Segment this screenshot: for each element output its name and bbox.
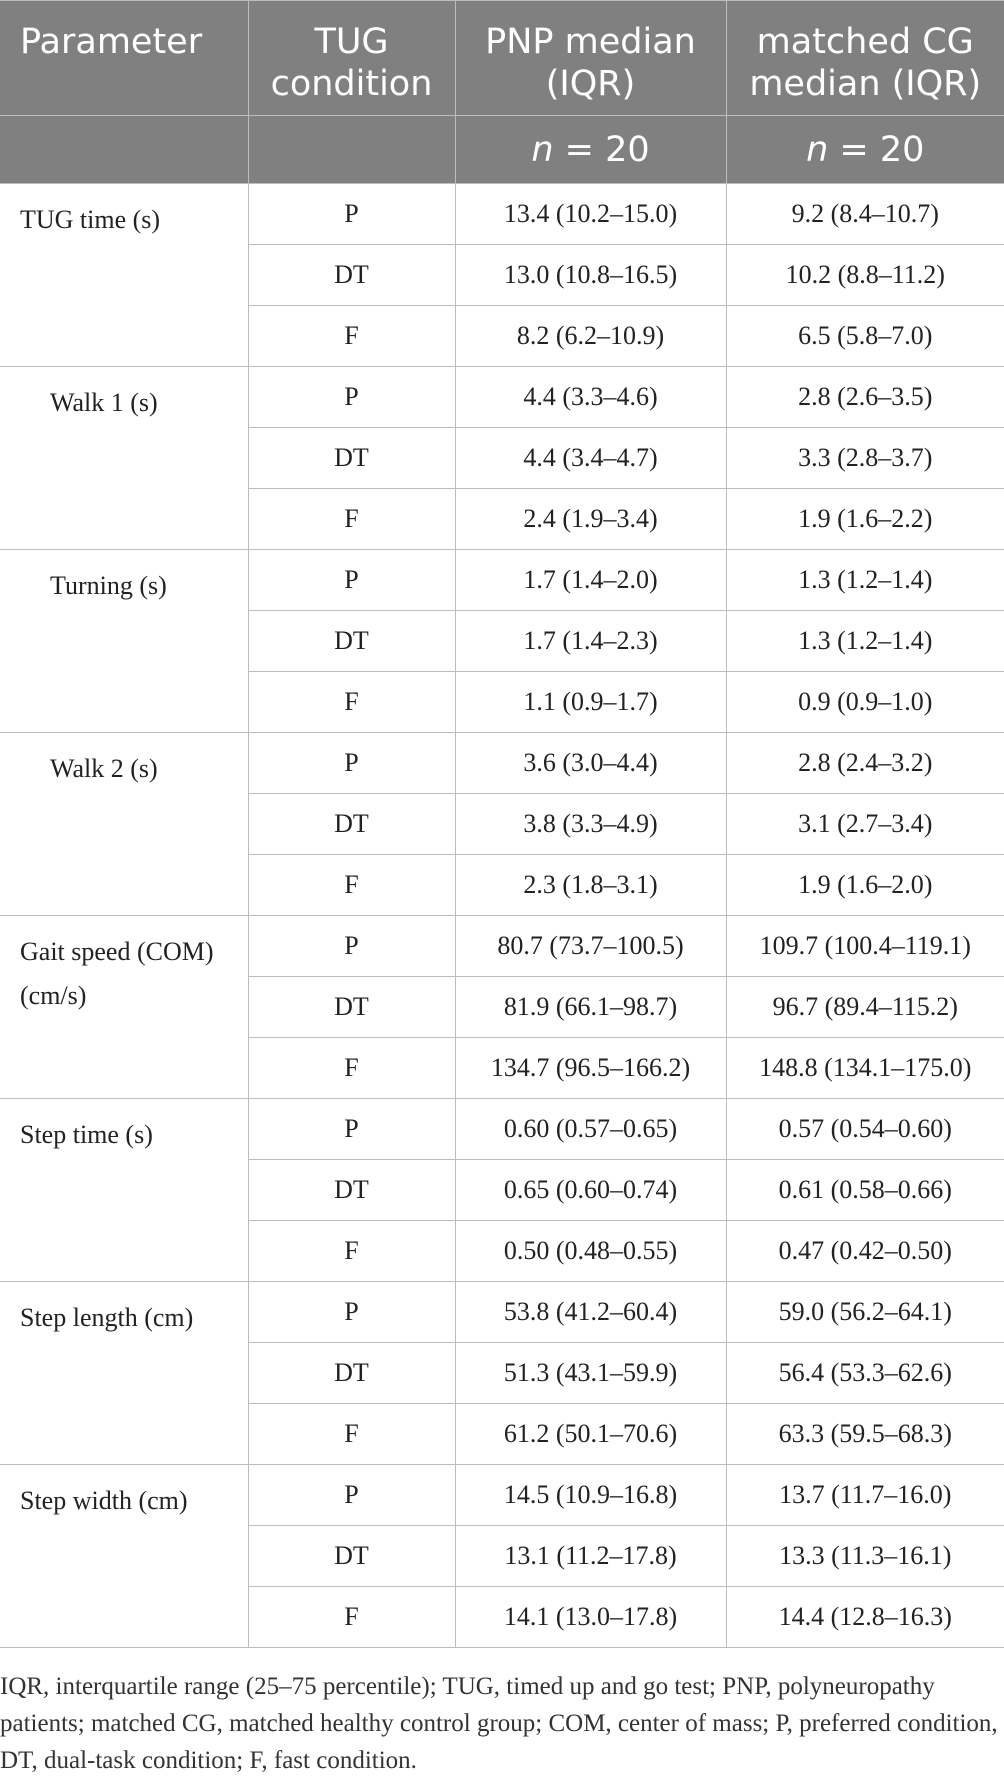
pnp-median-cell: 53.8 (41.2–60.4) bbox=[455, 1282, 726, 1343]
pnp-median-cell: 4.4 (3.3–4.6) bbox=[455, 367, 726, 428]
pnp-median-cell: 134.7 (96.5–166.2) bbox=[455, 1038, 726, 1099]
table-row bbox=[0, 1099, 1004, 1160]
cg-median-cell: 3.3 (2.8–3.7) bbox=[726, 428, 1004, 489]
header-n-cg bbox=[726, 116, 1004, 184]
table-row bbox=[0, 1465, 1004, 1526]
header-pnp-median: PNP median (IQR) bbox=[455, 1, 726, 116]
condition-cell: DT bbox=[248, 1160, 455, 1221]
cg-median-cell: 1.9 (1.6–2.0) bbox=[726, 855, 1004, 916]
pnp-median-cell: 2.4 (1.9–3.4) bbox=[455, 489, 726, 550]
pnp-median-cell: 1.7 (1.4–2.3) bbox=[455, 611, 726, 672]
parameter-cell: Walk 1 (s) bbox=[0, 367, 248, 550]
cg-median-cell: 0.61 (0.58–0.66) bbox=[726, 1160, 1004, 1221]
condition-cell: F bbox=[248, 855, 455, 916]
pnp-median-cell: 14.5 (10.9–16.8) bbox=[455, 1465, 726, 1526]
parameter-cell: TUG time (s) bbox=[0, 184, 248, 367]
condition-cell: DT bbox=[248, 1343, 455, 1404]
header-n-empty-1 bbox=[0, 116, 248, 184]
condition-cell: F bbox=[248, 1038, 455, 1099]
n-pnp-value: = 20 bbox=[553, 129, 650, 170]
cg-median-cell: 59.0 (56.2–64.1) bbox=[726, 1282, 1004, 1343]
pnp-median-cell: 81.9 (66.1–98.7) bbox=[455, 977, 726, 1038]
condition-cell: DT bbox=[248, 977, 455, 1038]
cg-median-cell: 0.57 (0.54–0.60) bbox=[726, 1099, 1004, 1160]
condition-cell: P bbox=[248, 550, 455, 611]
pnp-median-cell: 0.60 (0.57–0.65) bbox=[455, 1099, 726, 1160]
header-n-pnp bbox=[455, 116, 726, 184]
table-header bbox=[0, 1, 1004, 184]
parameter-cell: Gait speed (COM) (cm/s) bbox=[0, 916, 248, 1099]
pnp-median-cell: 61.2 (50.1–70.6) bbox=[455, 1404, 726, 1465]
condition-cell: F bbox=[248, 672, 455, 733]
condition-cell: DT bbox=[248, 794, 455, 855]
pnp-median-cell: 1.1 (0.9–1.7) bbox=[455, 672, 726, 733]
table-row bbox=[0, 916, 1004, 977]
pnp-median-cell: 8.2 (6.2–10.9) bbox=[455, 306, 726, 367]
pnp-median-cell: 3.8 (3.3–4.9) bbox=[455, 794, 726, 855]
parameter-cell: Step width (cm) bbox=[0, 1465, 248, 1648]
condition-cell: F bbox=[248, 1587, 455, 1648]
cg-median-cell: 1.3 (1.2–1.4) bbox=[726, 611, 1004, 672]
header-tug-condition: TUG condition bbox=[248, 1, 455, 116]
condition-cell: DT bbox=[248, 245, 455, 306]
header-row bbox=[0, 1, 1004, 116]
pnp-median-cell: 13.4 (10.2–15.0) bbox=[455, 184, 726, 245]
header-parameter: Parameter bbox=[0, 1, 248, 116]
n-symbol: n bbox=[531, 129, 554, 170]
condition-cell: P bbox=[248, 1465, 455, 1526]
cg-median-cell: 1.3 (1.2–1.4) bbox=[726, 550, 1004, 611]
cg-median-cell: 9.2 (8.4–10.7) bbox=[726, 184, 1004, 245]
cg-median-cell: 13.7 (11.7–16.0) bbox=[726, 1465, 1004, 1526]
condition-cell: F bbox=[248, 489, 455, 550]
cg-median-cell: 3.1 (2.7–3.4) bbox=[726, 794, 1004, 855]
cg-median-cell: 56.4 (53.3–62.6) bbox=[726, 1343, 1004, 1404]
header-n-empty-2 bbox=[248, 116, 455, 184]
pnp-median-cell: 4.4 (3.4–4.7) bbox=[455, 428, 726, 489]
condition-cell: P bbox=[248, 184, 455, 245]
cg-median-cell: 1.9 (1.6–2.2) bbox=[726, 489, 1004, 550]
cg-median-cell: 0.47 (0.42–0.50) bbox=[726, 1221, 1004, 1282]
table-row bbox=[0, 367, 1004, 428]
pnp-median-cell: 13.1 (11.2–17.8) bbox=[455, 1526, 726, 1587]
cg-median-cell: 2.8 (2.4–3.2) bbox=[726, 733, 1004, 794]
parameter-cell: Step length (cm) bbox=[0, 1282, 248, 1465]
n-cg-value: = 20 bbox=[828, 129, 925, 170]
condition-cell: P bbox=[248, 733, 455, 794]
table-row bbox=[0, 550, 1004, 611]
table-body bbox=[0, 184, 1004, 1648]
parameter-cell: Walk 2 (s) bbox=[0, 733, 248, 916]
header-cg-median: matched CG median (IQR) bbox=[726, 1, 1004, 116]
pnp-median-cell: 80.7 (73.7–100.5) bbox=[455, 916, 726, 977]
cg-median-cell: 148.8 (134.1–175.0) bbox=[726, 1038, 1004, 1099]
condition-cell: F bbox=[248, 306, 455, 367]
cg-median-cell: 14.4 (12.8–16.3) bbox=[726, 1587, 1004, 1648]
cg-median-cell: 0.9 (0.9–1.0) bbox=[726, 672, 1004, 733]
pnp-median-cell: 14.1 (13.0–17.8) bbox=[455, 1587, 726, 1648]
table-footnote: IQR, interquartile range (25–75 percentile); TUG, timed up and go test; PNP, polyneuropathy patients; matched CG, matched healthy control group; COM, center of mass; P, preferred condition, DT, dual-task condition; F, fast condition. bbox=[0, 1673, 998, 1774]
cg-median-cell: 109.7 (100.4–119.1) bbox=[726, 916, 1004, 977]
cg-median-cell: 2.8 (2.6–3.5) bbox=[726, 367, 1004, 428]
table-row bbox=[0, 733, 1004, 794]
pnp-median-cell: 0.50 (0.48–0.55) bbox=[455, 1221, 726, 1282]
table-row bbox=[0, 184, 1004, 245]
cg-median-cell: 10.2 (8.8–11.2) bbox=[726, 245, 1004, 306]
condition-cell: F bbox=[248, 1404, 455, 1465]
cg-median-cell: 96.7 (89.4–115.2) bbox=[726, 977, 1004, 1038]
pnp-median-cell: 13.0 (10.8–16.5) bbox=[455, 245, 726, 306]
pnp-median-cell: 0.65 (0.60–0.74) bbox=[455, 1160, 726, 1221]
cg-median-cell: 63.3 (59.5–68.3) bbox=[726, 1404, 1004, 1465]
condition-cell: DT bbox=[248, 428, 455, 489]
table-row bbox=[0, 1282, 1004, 1343]
condition-cell: P bbox=[248, 1282, 455, 1343]
parameter-cell: Turning (s) bbox=[0, 550, 248, 733]
condition-cell: P bbox=[248, 1099, 455, 1160]
condition-cell: P bbox=[248, 367, 455, 428]
condition-cell: P bbox=[248, 916, 455, 977]
pnp-median-cell: 51.3 (43.1–59.9) bbox=[455, 1343, 726, 1404]
pnp-median-cell: 1.7 (1.4–2.0) bbox=[455, 550, 726, 611]
header-n-row bbox=[0, 116, 1004, 184]
n-symbol: n bbox=[806, 129, 829, 170]
pnp-median-cell: 3.6 (3.0–4.4) bbox=[455, 733, 726, 794]
parameter-cell: Step time (s) bbox=[0, 1099, 248, 1282]
condition-cell: DT bbox=[248, 611, 455, 672]
pnp-median-cell: 2.3 (1.8–3.1) bbox=[455, 855, 726, 916]
condition-cell: F bbox=[248, 1221, 455, 1282]
condition-cell: DT bbox=[248, 1526, 455, 1587]
cg-median-cell: 13.3 (11.3–16.1) bbox=[726, 1526, 1004, 1587]
cg-median-cell: 6.5 (5.8–7.0) bbox=[726, 306, 1004, 367]
